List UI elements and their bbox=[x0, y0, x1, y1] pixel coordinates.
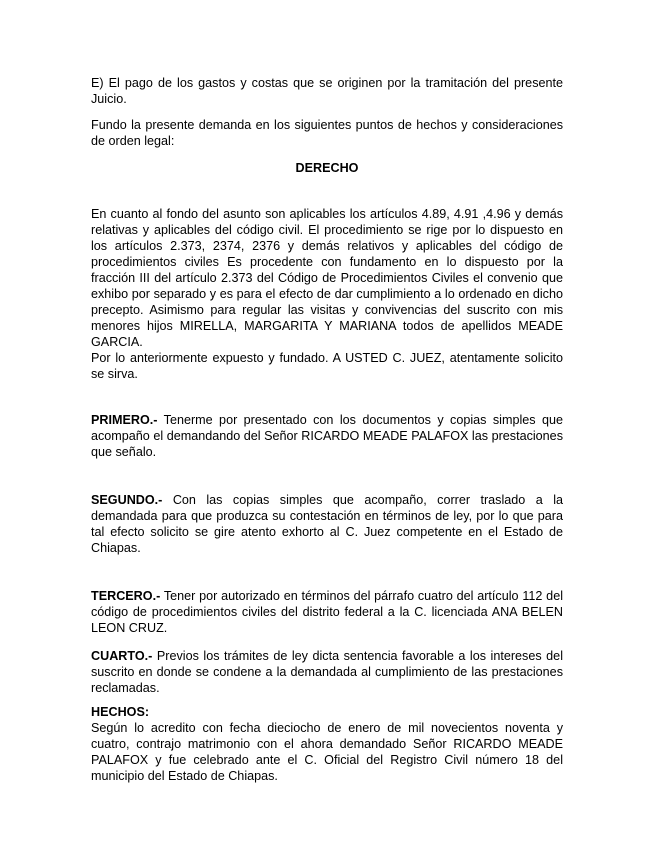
tercero-label: TERCERO.- bbox=[91, 589, 161, 603]
paragraph-hechos: Según lo acredito con fecha dieciocho de enero de mil novecientos noventa y cuatro, contrajo matrimonio con el ahora demandado Señor RICARDO MEADE PALAFOX y fue celebrado ante el C. Oficial del Registro Civil número 18 del municipio del Estado de Chiapas. bbox=[91, 721, 563, 783]
heading-hechos: HECHOS: bbox=[91, 705, 150, 719]
paragraph-fundo: Fundo la presente demanda en los siguientes puntos de hechos y consideraciones de orden legal: bbox=[91, 118, 563, 148]
paragraph-e: E) El pago de los gastos y costas que se originen por la tramitación del presente Juicio. bbox=[91, 76, 563, 106]
heading-derecho: DERECHO bbox=[295, 161, 359, 175]
tercero-text: Tener por autorizado en términos del párrafo cuatro del artículo 112 del código de procedimientos civiles del distrito federal a la C. licenciada ANA BELEN LEON CRUZ. bbox=[91, 589, 563, 635]
cuarto-label: CUARTO.- bbox=[91, 649, 153, 663]
paragraph-segundo bbox=[91, 492, 563, 556]
paragraph-derecho-1: En cuanto al fondo del asunto son aplicables los artículos 4.89, 4.91 ,4.96 y demás relativas y aplicables del código civil. El procedimiento se rige por lo dispuesto en los artículos 2.373, 2374, 2376 y demás relativos y aplicables del código de procedimientos civiles Es procedente con fundamento en lo dispuesto por la fracción III del artículo 2.373 del Código de Procedimientos Civiles el convenio que exhibo por separado y es para el efecto de dar cumplimiento a lo ordenado en dicho precepto. Asimismo para regular las visitas y convivencias del suscrito con mis menores hijos MIRELLA, MARGARITA Y MARIANA todos de apellidos MEADE GARCIA. bbox=[91, 207, 563, 349]
paragraph-primero bbox=[91, 412, 563, 460]
primero-label: PRIMERO.- bbox=[91, 413, 158, 427]
paragraph-derecho-2: Por lo anteriormente expuesto y fundado. A USTED C. JUEZ, atentamente solicito se sirva. bbox=[91, 351, 563, 381]
primero-text: Tenerme por presentado con los documentos y copias simples que acompaño el demandando del Señor RICARDO MEADE PALAFOX las prestaciones que señalo. bbox=[91, 413, 563, 459]
cuarto-text: Previos los trámites de ley dicta sentencia favorable a los intereses del suscrito en donde se condene a la demandada al cumplimiento de las prestaciones reclamadas. bbox=[91, 649, 563, 695]
paragraph-cuarto bbox=[91, 648, 563, 696]
segundo-label: SEGUNDO.- bbox=[91, 493, 163, 507]
paragraph-tercero bbox=[91, 588, 563, 636]
segundo-text: Con las copias simples que acompaño, correr traslado a la demandada para que produzca su contestación en términos de ley, por lo que para tal efecto solicito se gire atento exhorto al C. Juez competente en el Estado de Chiapas. bbox=[91, 493, 563, 555]
